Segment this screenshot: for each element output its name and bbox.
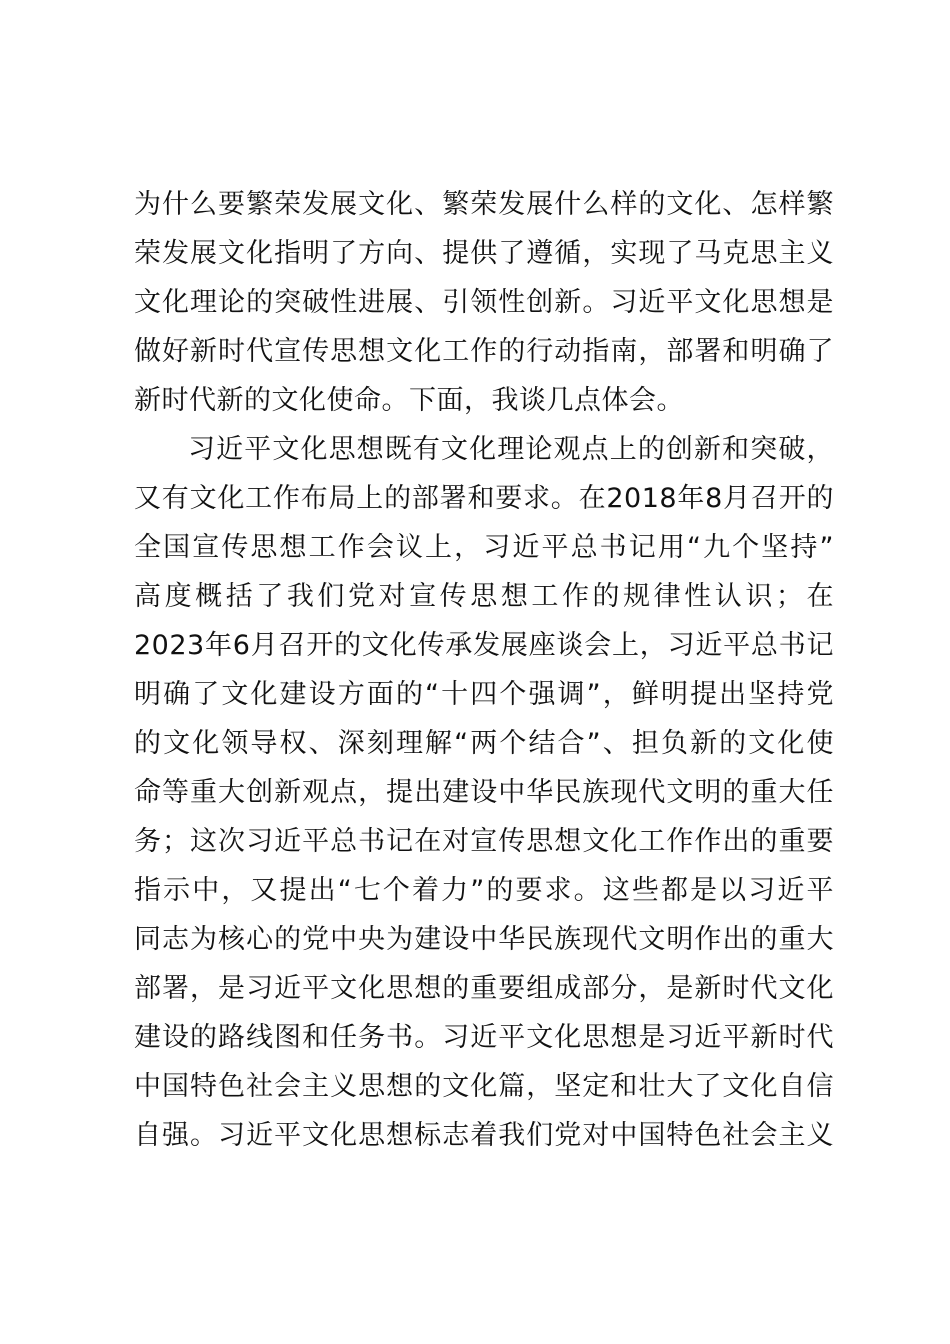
paragraph-main (134, 425, 834, 1160)
text-line: 高度概括了我们党对宣传思想工作的规律性认识；在 (134, 581, 834, 612)
text-line: 明确了文化建设方面的“十四个强调”，鲜明提出坚持党 (134, 679, 834, 710)
text-line: 做好新时代宣传思想文化工作的行动指南，部署和明确了 (134, 336, 834, 367)
text-line: 务；这次习近平总书记在对宣传思想文化工作作出的重要 (134, 826, 834, 857)
text-line: 指示中，又提出“七个着力”的要求。这些都是以习近平 (134, 875, 834, 906)
text-line: 2023年6月召开的文化传承发展座谈会上，习近平总书记 (134, 630, 834, 661)
text-line: 建设的路线图和任务书。习近平文化思想是习近平新时代 (134, 1022, 834, 1053)
paragraph-continuation (134, 180, 834, 425)
text-line: 荣发展文化指明了方向、提供了遵循，实现了马克思主义 (134, 238, 834, 269)
text-line: 又有文化工作布局上的部署和要求。在2018年8月召开的 (134, 483, 834, 514)
text-line: 文化理论的突破性进展、引领性创新。习近平文化思想是 (134, 287, 834, 318)
document-body (134, 180, 834, 1160)
text-line: 的文化领导权、深刻理解“两个结合”、担负新的文化使 (134, 728, 834, 759)
text-line: 命等重大创新观点，提出建设中华民族现代文明的重大任 (134, 777, 834, 808)
text-line: 习近平文化思想既有文化理论观点上的创新和突破， (188, 434, 834, 465)
text-line: 为什么要繁荣发展文化、繁荣发展什么样的文化、怎样繁 (134, 189, 834, 220)
text-line: 全国宣传思想工作会议上，习近平总书记用“九个坚持” (134, 532, 834, 563)
text-line: 自强。习近平文化思想标志着我们党对中国特色社会主义 (134, 1120, 834, 1151)
text-line: 同志为核心的党中央为建设中华民族现代文明作出的重大 (134, 924, 834, 955)
text-line: 新时代新的文化使命。下面，我谈几点体会。 (134, 385, 684, 416)
text-line: 部署，是习近平文化思想的重要组成部分，是新时代文化 (134, 973, 834, 1004)
text-line: 中国特色社会主义思想的文化篇，坚定和壮大了文化自信 (134, 1071, 834, 1102)
